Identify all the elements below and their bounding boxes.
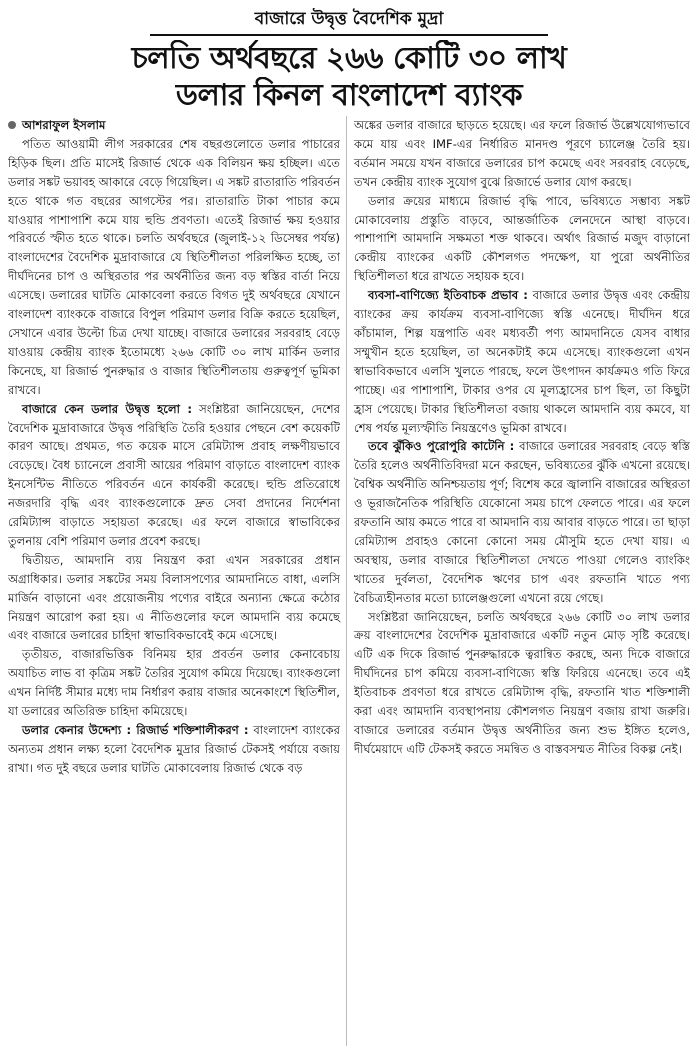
- right-column: [347, 116, 690, 1046]
- bullet-icon: [8, 121, 16, 129]
- paragraph: পতিত আওয়ামী লীগ সরকারের শেষ বছরগুলোতে ডলার পাচারের হিড়িক ছিল। প্রতি মাসেই রিজার্ভ থেকে এক বিলিয়ন ক্ষয় হচ্ছিল। এতে ডলার সঙ্কট ভয়াবহ আকারে বেড়ে গিয়েছিল। এ সঙ্কট রাতারাতি পরিবর্তন হতে থাকে গত বছরের আগস্টের পর। রাতারাতি টাকা পাচার কমে যাওয়ার পাশাপাশি কমে যায় হুন্ডি প্রবণতা। এতেই রিজার্ভ ক্ষয় হওয়ার পরিবর্তে স্ফীত হতে থাকে। চলতি অর্থবছরে (জুলাই-১২ ডিসেম্বর পর্যন্ত) বাংলাদেশের বৈদেশিক মুদ্রাবাজারে যে স্থিতিশীলতা পরিলক্ষিত হচ্ছে, তা দীর্ঘদিনের চাপ ও অস্থিরতার পর অর্থনীতির জন্য বড় স্বস্তির বার্তা নিয়ে এসেছে। ডলারের ঘাটতি মোকাবেলা করতে বিগত দুই অর্থবছরে যেখানে বাংলাদেশ ব্যাংককে বাজারে বিপুল পরিমাণ ডলার বিক্রি করতে হয়েছিল, সেখানে এবার উল্টো চিত্র দেখা যাচ্ছে। বাজারে ডলারের সরবরাহ বেড়ে যাওয়ায় কেন্দ্রীয় ব্যাংক ইতোমধ্যে ২৬৬ কোটি ৩০ লাখ মার্কিন ডলার কিনেছে, যা রিজার্ভ পুনরুদ্ধার ও বাজার স্থিতিশীলতায় গুরুত্বপূর্ণ ভূমিকা রাখবে।: [8, 136, 340, 397]
- author-name: আশরাফুল ইসলাম: [22, 118, 106, 132]
- subheading: ডলার কেনার উদ্দেশ্য : রিজার্ভ শক্তিশালীকরণ :: [22, 723, 249, 737]
- subheading: বাজারে কেন ডলার উদ্বৃত্ত হলো :: [22, 401, 193, 416]
- kicker-underline: [150, 34, 548, 36]
- paragraph: দ্বিতীয়ত, আমদানি ব্যয় নিয়ন্ত্রণ করা এখন সরকারের প্রধান অগ্রাধিকার। ডলার সঙ্কটের সময় বিলাসপণ্যের আমদানিতে বাধা, এলসি মার্জিন বাড়ানো এবং প্রয়োজনীয় পণ্যের বাইরে অন্যান্য ক্ষেত্রে কঠোর নিয়ন্ত্রণ আরোপ করা হয়। এ নীতিগুলোর ফলে আমদানি ব্যয় কমেছে এবং বাজারে ডলারের চাহিদা স্বাভাবিকভাবেই কমে এসেছে।: [8, 552, 340, 643]
- headline-line-1: চলতি অর্থবছরে ২৬৬ কোটি ৩০ লাখ: [131, 41, 567, 76]
- article-body: [8, 116, 690, 1046]
- paragraph: [354, 437, 690, 607]
- paragraph: অঙ্কের ডলার বাজারে ছাড়তে হয়েছে। এর ফলে রিজার্ভ উল্লেখযোগ্যভাবে কমে যায় এবং IMF-এর নির্ধারিত মানদণ্ড পূরণে চ্যালেঞ্জ তৈরি হয়। বর্তমান সময়ে যখন বাজারে ডলারের চাপ কমেছে এবং সরবরাহ বেড়েছে, তখন কেন্দ্রীয় ব্যাংক সুযোগ বুঝে রিজার্ভে ডলার যোগ করছে।: [354, 118, 690, 189]
- paragraph: [8, 400, 340, 551]
- paragraph-text: বাজারে ডলার উদ্বৃত্ত এবং কেন্দ্রীয় ব্যাংকের ক্রয় কার্যক্রম ব্যবসা-বাণিজ্যে স্বস্তি এনেছে। দীর্ঘদিন ধরে কাঁচামাল, শিল্প যন্ত্রপাতি এবং মধ্যবর্তী পণ্য আমদানিতে যেসব বাধার সম্মুখীন হতে হয়েছিল, তা অনেকটাই কমে এসেছে। ব্যাংকগুলো এখন স্বাভাবিকভাবে এলসি খুলতে পারছে, ফলে উৎপাদন কার্যক্রমও গতি ফিরে পাচ্ছে। এর পাশাপাশি, টাকার ওপর যে মূল্যহ্রাসের চাপ ছিল, তা কিছুটা হ্রাস পেয়েছে। টাকার স্থিতিশীলতা বজায় থাকলে আমদানি ব্যয় কমবে, যা শেষ পর্যন্ত মূল্যস্ফীতি নিয়ন্ত্রণেও ভূমিকা রাখবে।: [354, 288, 690, 435]
- left-column: [8, 116, 347, 1046]
- headline: [8, 40, 690, 114]
- subheading: ব্যবসা-বাণিজ্যে ইতিবাচক প্রভাব :: [368, 288, 528, 303]
- paragraph: তৃতীয়ত, বাজারভিত্তিক বিনিময় হার প্রবর্তন ডলার কেনাবেচায় অযাচিত লাভ বা কৃত্রিম সঙ্কট তৈরির সুযোগ কমিয়ে দিয়েছে। ব্যাংকগুলো এখন নির্দিষ্ট সীমার মধ্যে দাম নির্ধারণ করায় বাজার অনেকাংশে স্থিতিশীল, যা ডলারের অতিরিক্ত চাহিদা কমিয়েছে।: [8, 647, 340, 719]
- subheading: তবে ঝুঁকিও পুরোপুরি কাটেনি :: [368, 439, 515, 454]
- paragraph: ডলার ক্রয়ের মাধ্যমে রিজার্ভ বৃদ্ধি পাবে, ভবিষ্যতে সম্ভাব্য সঙ্কট মোকাবেলায় প্রস্তুতি বাড়বে, আন্তর্জাতিক লেনদেনে আস্থা বাড়বে। পাশাপাশি আমদানি সক্ষমতা শক্ত থাকবে। অর্থাৎ রিজার্ভ মজুদ বাড়ানো কেন্দ্রীয় ব্যাংকের একটি কৌশলগত পদক্ষেপ, যা পুরো অর্থনীতির স্থিতিশীলতা ধরে রাখতে সহায়ক হবে।: [354, 193, 690, 284]
- paragraph: [354, 286, 690, 437]
- paragraph: সংশ্লিষ্টরা জানিয়েছেন, চলতি অর্থবছরে ২৬৬ কোটি ৩০ লাখ ডলার ক্রয় বাংলাদেশের বৈদেশিক মুদ্রাবাজারে একটি নতুন মোড় সৃষ্টি করেছে। এটি এক দিকে রিজার্ভ পুনরুদ্ধারকে ত্বরান্বিত করছে, অন্য দিকে বাজারে দীর্ঘদিনের চাপ কমিয়ে ব্যবসা-বাণিজ্যে স্বস্তি ফিরিয়ে এনেছে। তবে এই ইতিবাচক প্রবণতা ধরে রাখতে রেমিট্যান্স বৃদ্ধি, রফতানি খাত শক্তিশালী করা এবং আমদানি ব্যবস্থাপনায় কৌশলগত নিয়ন্ত্রণ বজায় রাখা জরুরি। বাজারে ডলারের বর্তমান উদ্বৃত্ত অর্থনীতির জন্য শুভ ইঙ্গিত হলেও, দীর্ঘমেয়াদে এটি টেকসই করতে সমন্বিত ও বাস্তবসম্মত নীতির বিকল্প নেই।: [354, 609, 690, 756]
- kicker: বাজারে উদ্বৃত্ত বৈদেশিক মুদ্রা: [254, 9, 444, 29]
- byline: [8, 116, 340, 135]
- headline-line-2: ডলার কিনল বাংলাদেশ ব্যাংক: [175, 78, 523, 113]
- paragraph-text: সংশ্লিষ্টরা জানিয়েছেন, দেশের বৈদেশিক মুদ্রাবাজারে উদ্বৃত্ত পরিস্থিতি তৈরি হওয়ার পেছনে বেশ কয়েকটি কারণ আছে। প্রথমত, গত কয়েক মাসে রেমিট্যান্স প্রবাহ লক্ষণীয়ভাবে বেড়েছে। বৈধ চ্যানেলে প্রবাসী আয়ের পরিমাণ বাড়াতে বাংলাদেশ ব্যাংক ইনসেন্টিভ নীতিতে পরিবর্তন এনে কার্যকরী করেছে। হুন্ডি প্রতিরোধে নজরদারি বৃদ্ধি এবং ব্যাংকগুলোকে দ্রুত সেবা প্রদানের নির্দেশনা রেমিট্যান্স বাড়াতে সহায়তা করেছে। এর ফলে বাজারে স্বাভাবিকের তুলনায় বেশি পরিমাণ ডলার প্রবেশ করছে।: [8, 401, 340, 548]
- paragraph: [8, 721, 340, 778]
- paragraph-text: বাজারে ডলারের সরবরাহ বেড়ে স্বস্তি তৈরি হলেও অর্থনীতিবিদরা মনে করছেন, ভবিষ্যতের ঝুঁকি এখনো রয়েছে। বৈশ্বিক অর্থনীতি অনিশ্চয়তায় পূর্ণ; বিশেষ করে জ্বালানি বাজারের অস্থিরতা ও ভূরাজনৈতিক পরিস্থিতি যেকোনো সময় চাপে ফেলতে পারে। এর ফলে রফতানি আয় কমতে পারে বা আমদানি ব্যয় আবার বাড়তে পারে। তা ছাড়া রেমিট্যান্স প্রবাহও কোনো কোনো সময় মৌসুমি হতে দেখা যায়। এ অবস্থায়, ডলার বাজারে স্থিতিশীলতা দেখতে পাওয়া গেলেও ব্যাংকিং খাতের দুর্বলতা, বৈদেশিক ঋণের চাপ এবং রফতানি খাতে পণ্য বৈচিত্র্যহীনতার মতো চ্যালেঞ্জগুলো এখনো রয়ে গেছে।: [354, 439, 690, 605]
- paragraph-text: বাংলাদেশ ব্যাংকের অন্যতম প্রধান লক্ষ্য হলো বৈদেশিক মুদ্রার রিজার্ভ টেকসই পর্যায়ে বজায় রাখা। গত দুই বছরে ডলার ঘাটতি মোকাবেলায় রিজার্ভ থেকে বড়: [8, 723, 340, 775]
